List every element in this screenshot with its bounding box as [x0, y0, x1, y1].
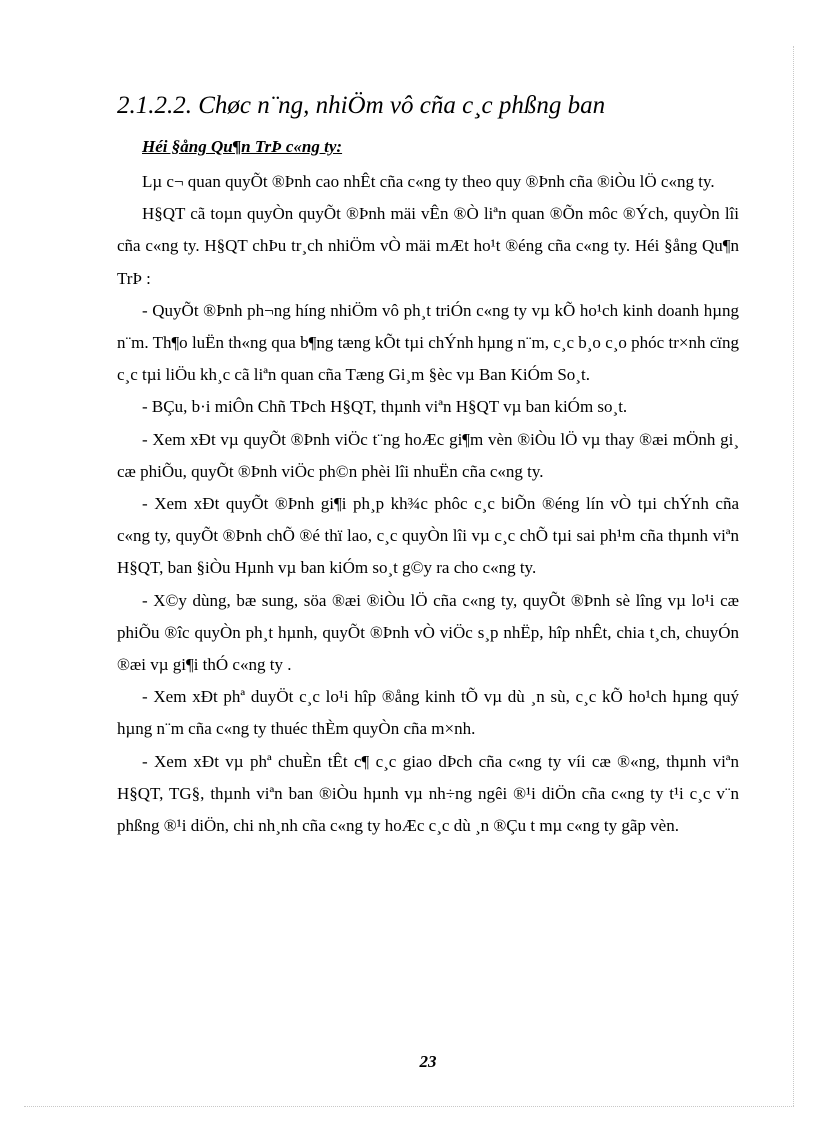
list-item: - BÇu, b·i miÔn Chñ TÞch H§QT, thµnh viªn H§QT vµ ban kiÓm so¸t.: [142, 397, 628, 417]
list-item: - Xem xÐt phª duyÖt c¸c lo¹i hîp ®ång kinh tÕ vµ dù ¸n sù, c¸c kÕ ho¹ch hµng quý hµng n¨m cña c«ng ty thuéc thÈm quyÒn cña m×nh.: [117, 687, 739, 739]
page-border-right: [793, 46, 794, 1106]
subsection-heading: Héi §ång Qu¶n TrÞ c«ng ty:: [142, 137, 343, 156]
page-number: 23: [419, 1052, 437, 1071]
list-item: - Xem xÐt quyÕt ®Þnh gi¶i ph¸p kh¾c phôc c¸c biÕn ®éng lín vÒ tµi chÝnh cña c«ng ty, quyÕt ®Þnh chÕ ®é thï lao, c¸c quyÒn lîi vµ c¸c chÕ tµi sai ph¹m cña thµnh viªn H§QT, ban §iÒu Hµnh vµ ban kiÓm so¸t g©y ra cho c«ng ty.: [117, 494, 739, 578]
paragraph: Lµ c¬ quan quyÕt ®Þnh cao nhÊt cña c«ng ty theo quy ®Þnh cña ®iÒu lÖ c«ng ty.: [142, 172, 715, 191]
list-item: - Xem xÐt vµ phª chuÈn tÊt c¶ c¸c giao dÞch cña c«ng ty víi cæ ®«ng, thµnh viªn H§QT, TG§, thµnh viªn ban ®iÒu hµnh vµ nh÷ng ngêi ®¹i diÖn cña c«ng ty t¹i c¸c v¨n phßng ®¹i diÖn, chi nh¸nh cña c«ng ty hoÆc c¸c dù ¸n ®Çu t mµ c«ng ty gãp vèn.: [117, 751, 739, 836]
section-heading: 2.1.2.2. Chøc n¨ng, nhiÖm vô cña c¸c phßng ban: [117, 92, 606, 119]
list-item: - X©y dùng, bæ sung, söa ®æi ®iÒu lÖ cña c«ng ty, quyÕt ®Þnh sè lîng vµ lo¹i cæ phiÕu ®îc quyÒn ph¸t hµnh, quyÕt ®Þnh vÒ viÖc s¸p nhËp, hîp nhÊt, chia t¸ch, chuyÓn ®æi vµ gi¶i thÓ c«ng ty .: [117, 590, 739, 675]
paragraph: H§QT cã toµn quyÒn quyÕt ®Þnh mäi vÊn ®Ò liªn quan ®Õn môc ®Ých, quyÒn lîi cña c«ng ty. H§QT chÞu tr¸ch nhiÖm vÒ mäi mÆt ho¹t ®éng cña c«ng ty. Héi §ång Qu¶n TrÞ :: [117, 204, 739, 288]
body-text: [117, 166, 739, 842]
list-item: - QuyÕt ®Þnh ph¬ng híng nhiÖm vô ph¸t triÓn c«ng ty vµ kÕ ho¹ch kinh doanh hµng n¨m. Th¶o luËn th«ng qua b¶ng tæng kÕt tµi chÝnh hµng n¨m, c¸c b¸o c¸o phóc tr×nh cïng c¸c tµi liÖu kh¸c cã liªn quan cña Tæng Gi¸m §èc vµ Ban KiÓm So¸t.: [117, 300, 739, 385]
page-border-bottom: [24, 1106, 794, 1107]
list-item: - Xem xÐt vµ quyÕt ®Þnh viÖc t¨ng hoÆc gi¶m vèn ®iÒu lÖ vµ thay ®æi mÖnh gi¸ cæ phiÕu, quyÕt ®Þnh viÖc ph©n phèi lîi nhuËn cña c«ng ty.: [117, 429, 739, 481]
